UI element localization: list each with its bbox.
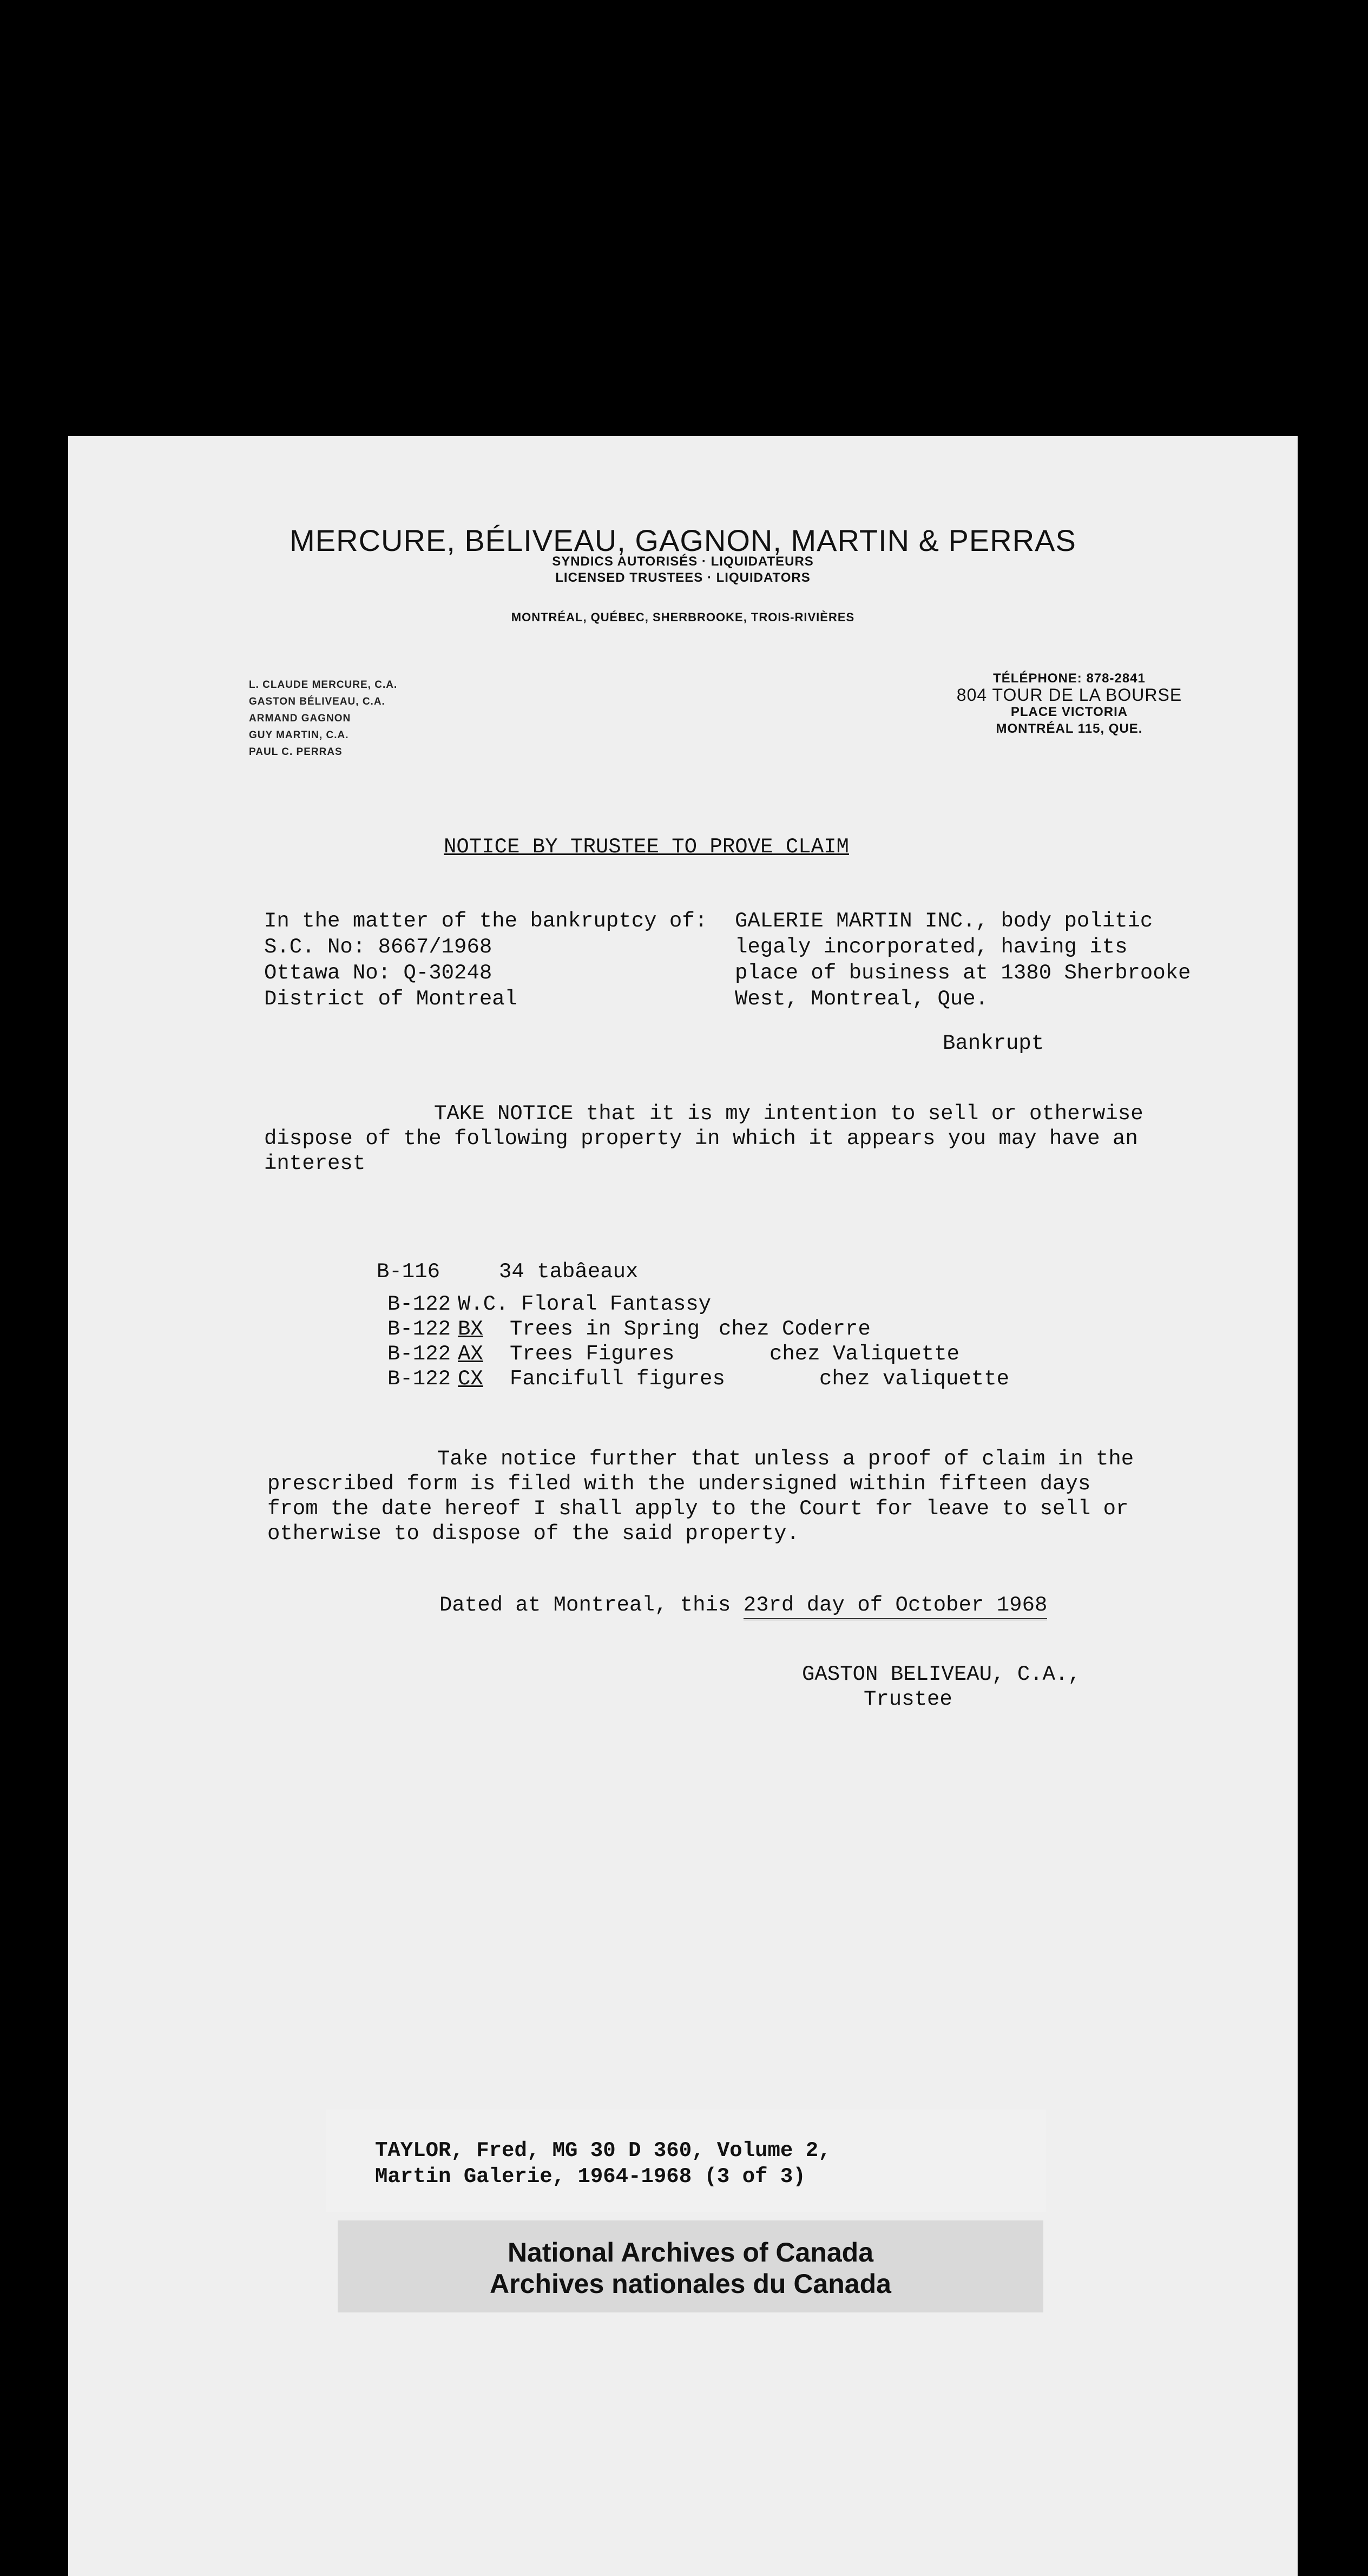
notice-paragraph-2-line: otherwise to dispose of the said property.: [267, 1522, 799, 1546]
property-location: chez Valiquette: [770, 1342, 960, 1366]
matter-line: District of Montreal: [264, 987, 518, 1011]
archive-reference-text: [375, 2138, 831, 2190]
partner-list: [249, 676, 397, 760]
property-code: B-122: [387, 1342, 451, 1366]
dated-date: 23rd day of October 1968: [744, 1593, 1048, 1620]
debtor-line: West, Montreal, Que.: [735, 987, 989, 1011]
property-description: Fancifull figures: [510, 1367, 725, 1391]
property-description: 34 tabâeaux: [499, 1260, 639, 1284]
debtor-line: legaly incorporated, having its: [735, 935, 1128, 959]
archive-name-french: Archives nationales du Canada: [490, 2269, 891, 2299]
dated-line: [439, 1593, 1047, 1617]
property-suffix: CX: [458, 1367, 483, 1391]
matter-line: In the matter of the bankruptcy of:: [264, 909, 708, 933]
partner-name: PAUL C. PERRAS: [249, 746, 343, 758]
property-code: B-122: [387, 1317, 451, 1341]
signer-name: GASTON BELIVEAU, C.A.,: [802, 1662, 1081, 1686]
property-list: [377, 1260, 1134, 1401]
archive-reference-line: TAYLOR, Fred, MG 30 D 360, Volume 2,: [375, 2139, 831, 2163]
property-location: chez valiquette: [819, 1367, 1010, 1391]
partner-name: ARMAND GAGNON: [249, 713, 351, 724]
notice-paragraph-2-line: from the date hereof I shall apply to the Court for leave to sell or: [267, 1497, 1129, 1521]
address-place: PLACE VICTORIA: [1010, 705, 1128, 719]
tagline-english: LICENSED TRUSTEES · LIQUIDATORS: [555, 570, 811, 585]
property-description: W.C. Floral Fantassy: [458, 1292, 712, 1316]
debtor-line: place of business at 1380 Sherbrooke: [735, 961, 1191, 985]
notice-paragraph-1-line: dispose of the following property in which it appears you may have an: [264, 1127, 1138, 1151]
property-description: Trees Figures: [510, 1342, 675, 1366]
notice-paragraph-1-line: interest: [264, 1152, 366, 1175]
notice-paragraph-1-line: TAKE NOTICE that it is my intention to sell or otherwise: [434, 1102, 1143, 1126]
firm-name: MERCURE, BÉLIVEAU, GAGNON, MARTIN & PERRAS: [290, 523, 1076, 557]
address-street: 804 TOUR DE LA BOURSE: [956, 685, 1182, 705]
partner-name: GASTON BÉLIVEAU, C.A.: [249, 696, 385, 707]
property-code: B-122: [387, 1292, 451, 1316]
property-code: B-116: [377, 1260, 440, 1284]
office-cities: MONTRÉAL, QUÉBEC, SHERBROOKE, TROIS-RIVIÈRES: [511, 610, 855, 624]
matter-block: [264, 908, 707, 1012]
partner-name: GUY MARTIN, C.A.: [249, 730, 349, 741]
archive-reference-line: Martin Galerie, 1964-1968 (3 of 3): [375, 2165, 806, 2189]
dated-prefix: Dated at Montreal, this: [439, 1593, 731, 1617]
partner-name: L. CLAUDE MERCURE, C.A.: [249, 679, 398, 691]
property-location: chez Coderre: [719, 1317, 871, 1341]
address-city: MONTRÉAL 115, QUE.: [996, 721, 1143, 736]
matter-line: S.C. No: 8667/1968: [264, 935, 492, 959]
archive-reference-label: [326, 2110, 1046, 2212]
property-suffix: AX: [458, 1342, 483, 1366]
matter-line: Ottawa No: Q-30248: [264, 961, 492, 985]
debtor-line: GALERIE MARTIN INC., body politic: [735, 909, 1153, 933]
firm-contact: [934, 670, 1205, 737]
notice-paragraph-2-line: Take notice further that unless a proof of claim in the: [437, 1447, 1134, 1471]
notice-title: NOTICE BY TRUSTEE TO PROVE CLAIM: [444, 835, 849, 859]
property-code: B-122: [387, 1367, 451, 1391]
telephone: TÉLÉPHONE: 878-2841: [993, 671, 1146, 686]
archive-name-english: National Archives of Canada: [507, 2237, 874, 2268]
property-suffix: BX: [458, 1317, 483, 1341]
archive-stamp: [338, 2220, 1043, 2312]
property-description: Trees in Spring: [510, 1317, 700, 1341]
tagline-french: SYNDICS AUTORISÉS · LIQUIDATEURS: [552, 554, 814, 569]
archive-stamp-text: [338, 2237, 1043, 2299]
notice-paragraph-2-line: prescribed form is filed with the undersigned within fifteen days: [267, 1472, 1091, 1496]
signer-role: Trustee: [864, 1687, 952, 1711]
bankrupt-label: Bankrupt: [943, 1031, 1044, 1055]
debtor-block: [735, 908, 1191, 1012]
